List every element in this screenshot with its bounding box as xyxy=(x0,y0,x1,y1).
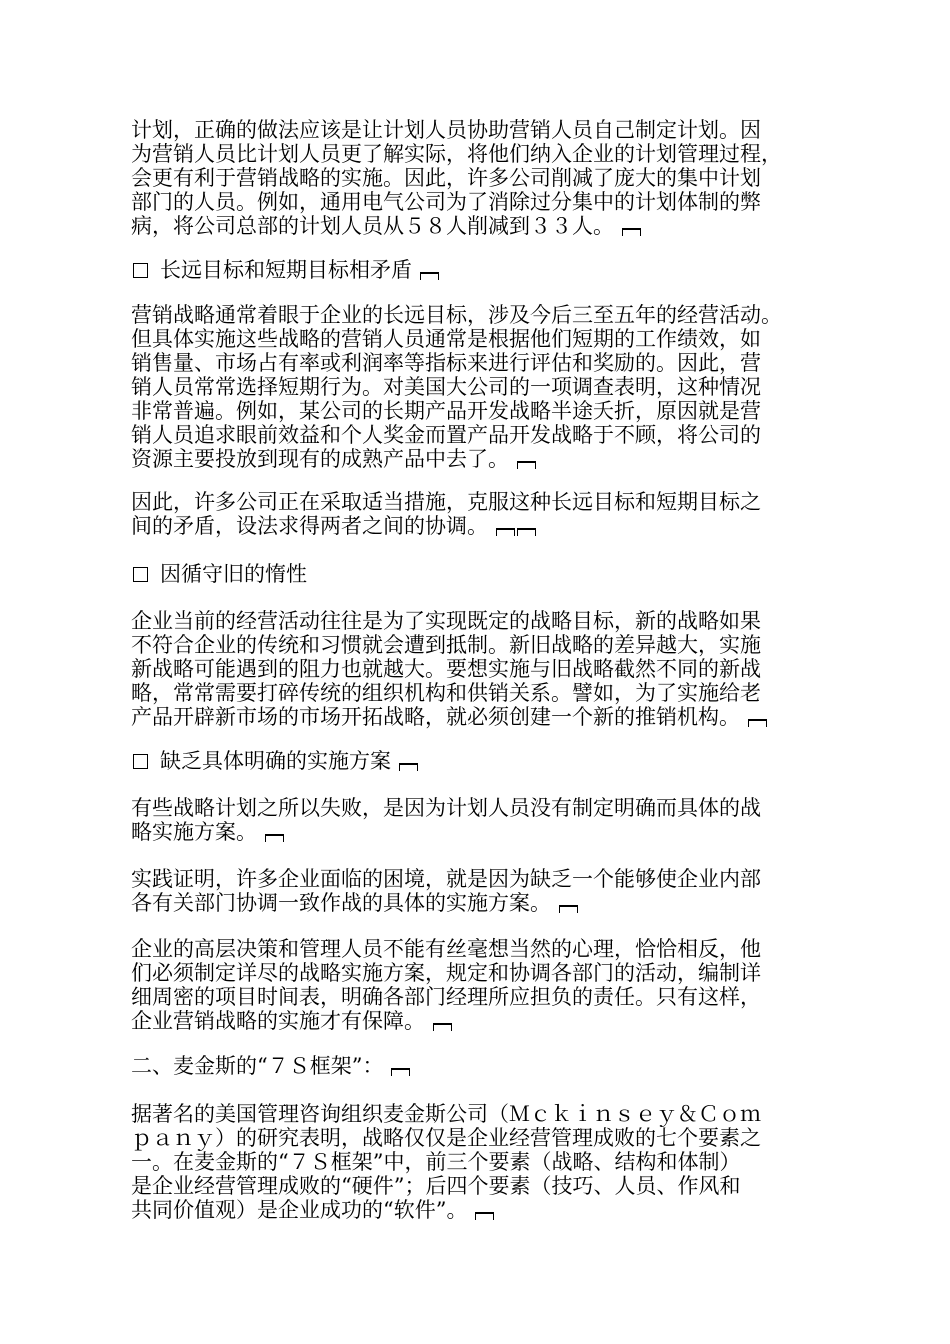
text-line xyxy=(131,1198,831,1222)
text-line: 有些战略计划之所以失败，是因为计划人员没有制定明确而具体的战 xyxy=(131,796,761,820)
text-line: 企业的高层决策和管理人员不能有丝毫想当然的心理，恰恰相反，他 xyxy=(131,937,761,961)
text-line: 是企业经营管理成败的“硬件”；后四个要素（技巧、人员、作风和 xyxy=(131,1174,741,1198)
paragraph-mark-icon xyxy=(265,834,284,842)
text-line: 企业当前的经营活动往往是为了实现既定的战略目标，新的战略如果 xyxy=(131,609,761,633)
heading-long-short-conflict xyxy=(131,258,831,282)
paragraph-mark-icon xyxy=(622,228,641,236)
text-line: 一。在麦金斯的“７Ｓ框架”中，前三个要素（战略、结构和体制） xyxy=(131,1150,741,1174)
paragraph-planning-staff xyxy=(131,118,831,238)
text-line xyxy=(131,1054,831,1078)
heading-7s-framework xyxy=(131,1054,831,1078)
paragraph-mark-icon xyxy=(420,272,439,280)
paragraph-inertia xyxy=(131,609,831,729)
text-line xyxy=(131,562,831,586)
text-line: 略，常常需要打碎传统的组织机构和供销关系。譬如，为了实施给老 xyxy=(131,681,761,705)
heading-text: 缺乏具体明确的实施方案 xyxy=(160,749,391,773)
text-line xyxy=(131,258,831,282)
text-line: 会更有利于营销战略的实施。因此，许多公司削减了庞大的集中计划 xyxy=(131,166,761,190)
paragraph-long-term-goals xyxy=(131,303,831,471)
text-span: 各有关部门协调一致作战的具体的实施方案。 xyxy=(131,891,551,915)
paragraph-mark-icon xyxy=(496,528,515,536)
text-line: 非常普遍。例如，某公司的长期产品开发战略半途夭折，原因就是营 xyxy=(131,399,761,423)
heading-lack-of-plan xyxy=(131,749,831,773)
text-span: 资源主要投放到现有的成熟产品中去了。 xyxy=(131,447,509,471)
text-line xyxy=(131,214,831,238)
text-line xyxy=(131,891,831,915)
text-span: 企业营销战略的实施才有保障。 xyxy=(131,1009,425,1033)
text-line: 计划，正确的做法应该是让计划人员协助营销人员自己制定计划。因 xyxy=(131,118,761,142)
text-line: 销人员常常选择短期行为。对美国大公司的一项调查表明，这种情况 xyxy=(131,375,761,399)
text-line xyxy=(131,1009,831,1033)
text-line: 因此，许多公司正在采取适当措施，克服这种长远目标和短期目标之 xyxy=(131,490,761,514)
text-span: 略实施方案。 xyxy=(131,820,257,844)
text-line: 但具体实施这些战略的营销人员通常是根据他们短期的工作绩效，如 xyxy=(131,327,761,351)
text-line: 销人员追求眼前效益和个人奖金而置产品开发战略于不顾，将公司的 xyxy=(131,423,761,447)
paragraph-practice xyxy=(131,867,831,915)
text-line: 不符合企业的传统和习惯就会遭到抵制。新旧战略的差异越大，实施 xyxy=(131,633,761,657)
text-span: 间的矛盾，设法求得两者之间的协调。 xyxy=(131,514,488,538)
text-line: 实践证明，许多企业面临的困境，就是因为缺乏一个能够使企业内部 xyxy=(131,867,761,891)
text-line xyxy=(131,514,831,538)
paragraph-mark-icon xyxy=(559,905,578,913)
text-line xyxy=(131,749,831,773)
text-line xyxy=(131,705,831,729)
text-line: 据著名的美国管理咨询组织麦金斯公司（Ｍｃｋｉｎｓｅｙ＆Ｃｏｍ xyxy=(131,1102,761,1126)
paragraph-management xyxy=(131,937,831,1033)
heading-text: 因循守旧的惰性 xyxy=(160,562,307,586)
text-line: 营销战略通常着眼于企业的长远目标，涉及今后三至五年的经营活动。 xyxy=(131,303,782,327)
text-line: 们必须制定详尽的战略实施方案，规定和协调各部门的活动，编制详 xyxy=(131,961,761,985)
paragraph-mark-icon xyxy=(399,763,418,771)
paragraph-mark-icon xyxy=(748,719,767,727)
text-line: 为营销人员比计划人员更了解实际，将他们纳入企业的计划管理过程， xyxy=(131,142,782,166)
paragraph-mckinsey xyxy=(131,1102,831,1222)
text-line: 部门的人员。例如，通用电气公司为了消除过分集中的计划体制的弊 xyxy=(131,190,761,214)
paragraph-mark-icon xyxy=(517,528,536,536)
paragraph-mark-icon xyxy=(433,1023,452,1031)
text-span: 病，将公司总部的计划人员从５８人削减到３３人。 xyxy=(131,214,614,238)
bullet-box-icon xyxy=(133,263,148,278)
text-span: 产品开辟新市场的市场开拓战略，就必须创建一个新的推销机构。 xyxy=(131,705,740,729)
paragraph-coordination xyxy=(131,490,831,538)
paragraph-mark-icon xyxy=(391,1068,410,1076)
text-line: ｐａｎｙ）的研究表明，战略仅仅是企业经营管理成败的七个要素之 xyxy=(131,1126,761,1150)
bullet-box-icon xyxy=(133,754,148,769)
heading-inertia xyxy=(131,562,831,586)
text-line: 新战略可能遇到的阻力也就越大。要想实施与旧战略截然不同的新战 xyxy=(131,657,761,681)
paragraph-mark-icon xyxy=(475,1212,494,1220)
heading-text: 二、麦金斯的“７Ｓ框架”： xyxy=(131,1054,384,1078)
bullet-box-icon xyxy=(133,567,148,582)
paragraph-mark-icon xyxy=(517,461,536,469)
text-line: 细周密的项目时间表，明确各部门经理所应担负的责任。只有这样， xyxy=(131,985,761,1009)
paragraph-failure-reason xyxy=(131,796,831,844)
text-span: 共同价值观）是企业成功的“软件”。 xyxy=(131,1198,468,1222)
text-line xyxy=(131,820,831,844)
heading-text: 长远目标和短期目标相矛盾 xyxy=(160,258,412,282)
text-line: 销售量、市场占有率或利润率等指标来进行评估和奖励的。因此，营 xyxy=(131,351,761,375)
text-line xyxy=(131,447,831,471)
